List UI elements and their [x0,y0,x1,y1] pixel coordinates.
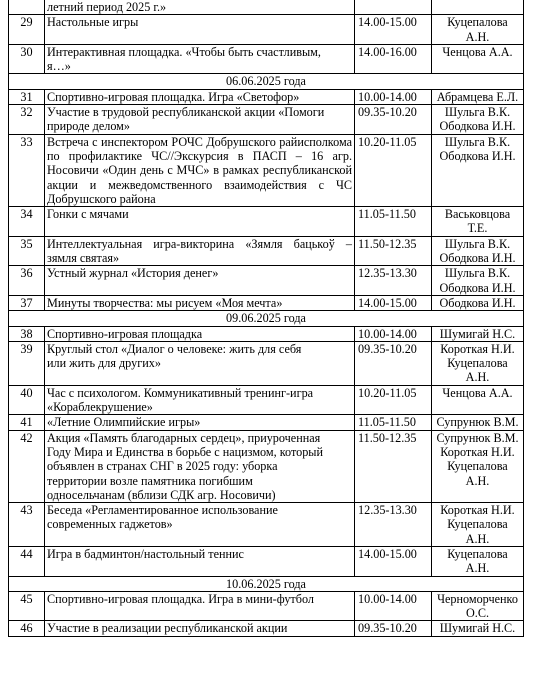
activity-cell: Участие в трудовой республиканской акции «Помоги природе делом» [45,105,355,135]
activity-cell: Настольные игры [45,15,355,45]
number-cell: 31 [9,89,45,104]
number-cell: 29 [9,15,45,45]
number-cell: 43 [9,503,45,547]
responsible-cell: Короткая Н.И. Куцепалова А.Н. [432,503,524,547]
schedule-table [8,0,524,637]
activity-cell: Устный журнал «История денег» [45,266,355,296]
table-row [9,415,524,430]
activity-cell: Спортивно-игровая площадка. Игра в мини-футбол [45,591,355,621]
responsible-cell: Шумигай Н.С. [432,621,524,636]
activity-cell: Спортивно-игровая площадка. Игра «Светофор» [45,89,355,104]
activity-cell: Участие в реализации республиканской акции [45,621,355,636]
time-cell: 09.35-10.20 [355,341,432,385]
table-row [9,134,524,206]
table-row [9,430,524,502]
activity-cell: Акция «Память благодарных сердец», приуроченная Году Мира и Единства в борьбе с нацизмом, который объявлен в странах СНГ в 2025 году: уборка территории возле памятника погибшим односельчанам (вблизи СДК агр. Носовичи) [45,430,355,502]
number-cell: 41 [9,415,45,430]
responsible-cell: Короткая Н.И. Куцепалова А.Н. [432,341,524,385]
time-cell: 10.20-11.05 [355,134,432,206]
number-cell: 38 [9,326,45,341]
table-row [9,89,524,104]
table-row [9,236,524,266]
time-cell: 10.20-11.05 [355,385,432,415]
number-cell: 40 [9,385,45,415]
time-cell: 14.00-15.00 [355,15,432,45]
activity-cell: Час с психологом. Коммуникативный тренинг-игра «Кораблекрушение» [45,385,355,415]
table-row [9,326,524,341]
responsible-cell [432,0,524,15]
responsible-cell: Ченцова А.А. [432,385,524,415]
time-cell: 09.35-10.20 [355,105,432,135]
activity-cell: Круглый стол «Диалог о человеке: жить для себя или жить для других» [45,341,355,385]
number-cell: 45 [9,591,45,621]
time-cell: 11.50-12.35 [355,430,432,502]
responsible-cell: Ченцова А.А. [432,44,524,74]
table-row [9,44,524,74]
responsible-cell: Шульга В.К. Ободкова И.Н. [432,134,524,206]
time-cell: 10.00-14.00 [355,591,432,621]
table-row [9,207,524,237]
table-row [9,0,524,15]
schedule-body [9,0,524,636]
number-cell: 36 [9,266,45,296]
time-cell: 14.00-15.00 [355,546,432,576]
date-cell: 06.06.2025 года [9,74,524,89]
time-cell: 11.50-12.35 [355,236,432,266]
table-row [9,621,524,636]
number-cell: 42 [9,430,45,502]
date-row [9,311,524,326]
number-cell: 33 [9,134,45,206]
responsible-cell: Шульга В.К. Ободкова И.Н. [432,266,524,296]
responsible-cell: Шульга В.К. Ободкова И.Н. [432,236,524,266]
time-cell: 12.35-13.30 [355,503,432,547]
activity-cell: Интеллектуальная игра-викторина «Зямля бацькоў – зямля святая» [45,236,355,266]
responsible-cell: Васьковцова Т.Е. [432,207,524,237]
time-cell: 11.05-11.50 [355,415,432,430]
number-cell: 32 [9,105,45,135]
table-row [9,503,524,547]
table-row [9,295,524,310]
time-cell: 10.00-14.00 [355,326,432,341]
time-cell: 10.00-14.00 [355,89,432,104]
date-cell: 09.06.2025 года [9,311,524,326]
number-cell: 30 [9,44,45,74]
number-cell: 35 [9,236,45,266]
activity-cell: Минуты творчества: мы рисуем «Моя мечта» [45,295,355,310]
number-cell: 44 [9,546,45,576]
activity-cell: «Летние Олимпийские игры» [45,415,355,430]
date-cell: 10.06.2025 года [9,576,524,591]
activity-cell: Гонки с мячами [45,207,355,237]
responsible-cell: Шульга В.К. Ободкова И.Н. [432,105,524,135]
time-cell: 09.35-10.20 [355,621,432,636]
table-row [9,591,524,621]
number-cell [9,0,45,15]
responsible-cell: Куцепалова А.Н. [432,15,524,45]
number-cell: 39 [9,341,45,385]
number-cell: 46 [9,621,45,636]
responsible-cell: Шумигай Н.С. [432,326,524,341]
responsible-cell: Супрунюк В.М. Короткая Н.И. Куцепалова А.Н. [432,430,524,502]
number-cell: 37 [9,295,45,310]
activity-cell: Встреча с инспектором РОЧС Добрушского райисполкома по профилактике ЧС//Экскурсия в ПАСП – 16 агр. Носовичи «Один день с МЧС» в рамках республиканской акции и межведомственного взаимодействия с ЧС Добрушского района [45,134,355,206]
activity-cell: Игра в бадминтон/настольный теннис [45,546,355,576]
table-row [9,266,524,296]
time-cell: 14.00-15.00 [355,295,432,310]
responsible-cell: Ободкова И.Н. [432,295,524,310]
activity-cell: Беседа «Регламентированное использование современных гаджетов» [45,503,355,547]
time-cell: 11.05-11.50 [355,207,432,237]
responsible-cell: Черноморченко О.С. [432,591,524,621]
responsible-cell: Куцепалова А.Н. [432,546,524,576]
activity-cell: Спортивно-игровая площадка [45,326,355,341]
time-cell: 14.00-16.00 [355,44,432,74]
activity-cell: Интерактивная площадка. «Чтобы быть счастливым, я…» [45,44,355,74]
table-row [9,546,524,576]
activity-cell: летний период 2025 г.» [45,0,355,15]
table-row [9,15,524,45]
date-row [9,576,524,591]
time-cell: 12.35-13.30 [355,266,432,296]
table-row [9,385,524,415]
time-cell [355,0,432,15]
table-row [9,105,524,135]
date-row [9,74,524,89]
number-cell: 34 [9,207,45,237]
table-row [9,341,524,385]
responsible-cell: Абрамцева Е.Л. [432,89,524,104]
responsible-cell: Супрунюк В.М. [432,415,524,430]
